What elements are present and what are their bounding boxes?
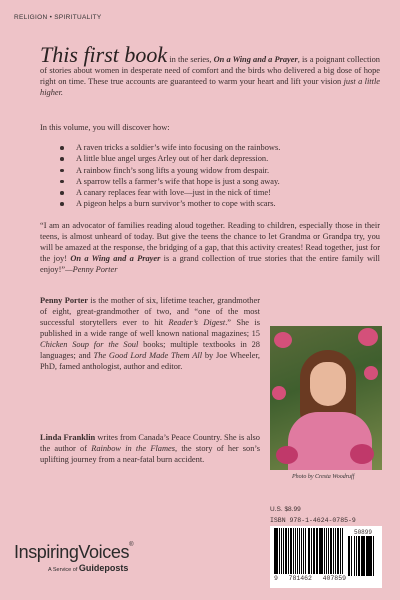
intro-paragraph [40, 42, 380, 98]
category-label: RELIGION • SPIRITUALITY [14, 14, 102, 21]
bullet-item: A raven tricks a soldier’s wife into focusing on the rainbows. [60, 142, 370, 153]
quote-text-2: is a grand collection of true stories that the entire family will enjoy!” [40, 254, 380, 274]
porter-text-4: by Joe Wheeler, PhD, famed anthologist, author and editor. [40, 351, 260, 371]
bullet-item: A canary replaces fear with love—just in the nick of time! [60, 187, 370, 198]
intro-lead: This first book [40, 42, 168, 67]
testimonial-quote [40, 220, 380, 275]
photo-credit: Photo by Cresta Woodruff [292, 474, 355, 480]
franklin-text-2: , the story of her son’s uplifting journey from a near-fatal burn accident. [40, 444, 260, 464]
bullet-item: A little blue angel urges Arley out of her dark depression. [60, 153, 370, 164]
isbn-barcode [270, 526, 382, 588]
chicken-soup-title: Chicken Soup for the Soul [40, 340, 139, 349]
rainbow-flames-title: Rainbow in the Flames [91, 444, 176, 453]
publisher-brand [14, 542, 133, 563]
quote-text-1: “I am an advocator of families reading aloud together. Reading to children, especially those in their teens, is almost unheard of today. But give the teens the chance to let Grandma or Grandpa try, you will be amazed at the response, the bridging of a gap, that this activity creates! Read together, just for the joy! [40, 221, 380, 263]
author-bio-franklin [40, 432, 260, 465]
bullet-item: A rainbow finch’s song lifts a young widow from despair. [60, 165, 370, 176]
publisher-logo [14, 542, 133, 573]
bullet-item: A sparrow tells a farmer’s wife that hope is just a song away. [60, 176, 370, 187]
service-prefix: A Service of [48, 567, 78, 573]
author-name-franklin: Linda Franklin [40, 433, 96, 442]
author-bio-porter [40, 295, 260, 372]
barcode-lead-digit: 9 [274, 575, 278, 582]
porter-text-3: books; multiple textbooks in 28 languages; and [40, 340, 260, 360]
discover-heading: In this volume, you will discover how: [40, 123, 170, 132]
publisher-service-line [48, 563, 133, 573]
porter-text-2: .” She is published in a wide range of well known national magazines; 15 [40, 318, 260, 338]
barcode-group-1: 781462 [288, 575, 312, 582]
quote-attribution: —Penny Porter [65, 265, 118, 274]
bullet-list [60, 142, 370, 210]
author-name-porter: Penny Porter [40, 296, 88, 305]
quote-title: On a Wing and a Prayer [70, 254, 161, 263]
porter-text-1: is the mother of six, lifetime teacher, grandmother of eight, great-grandmother of two, and “one of the most successful storytellers ever to hit [40, 296, 260, 327]
readers-digest-title: Reader’s Digest [168, 318, 226, 327]
publisher-trademark: ® [129, 542, 134, 548]
parent-publisher: Guideposts [78, 563, 129, 573]
publisher-brand-name: InspiringVoices [14, 542, 130, 562]
franklin-text-1: writes from Canada’s Peace Country. She is also the author of [40, 433, 260, 453]
author-photo [270, 326, 382, 470]
good-lord-title: The Good Lord Made Them All [93, 351, 203, 360]
barcode-addon [348, 529, 378, 576]
price-label: U.S. $8.99 [270, 506, 301, 513]
intro-text-1: in the series, [167, 55, 214, 64]
bullet-item: A pigeon helps a burn survivor’s mother to cope with scars. [60, 198, 370, 209]
intro-text-2: , is a poignant collection of stories about women in desperate need of comfort and the birds who delivered a big dose of hope right on time. These true accounts are guaranteed to warm your heart and lift your vision [40, 55, 380, 86]
intro-emphasis: just a little higher. [40, 77, 380, 97]
barcode-addon-bars [348, 536, 378, 576]
series-title: On a Wing and a Prayer [213, 55, 298, 64]
barcode-bars [274, 528, 344, 574]
barcode-group-2: 407859 [322, 575, 346, 582]
barcode-digits [274, 575, 346, 582]
isbn-label: ISBN 978-1-4624-0785-9 [270, 517, 356, 524]
barcode-addon-number: 50899 [353, 529, 372, 536]
